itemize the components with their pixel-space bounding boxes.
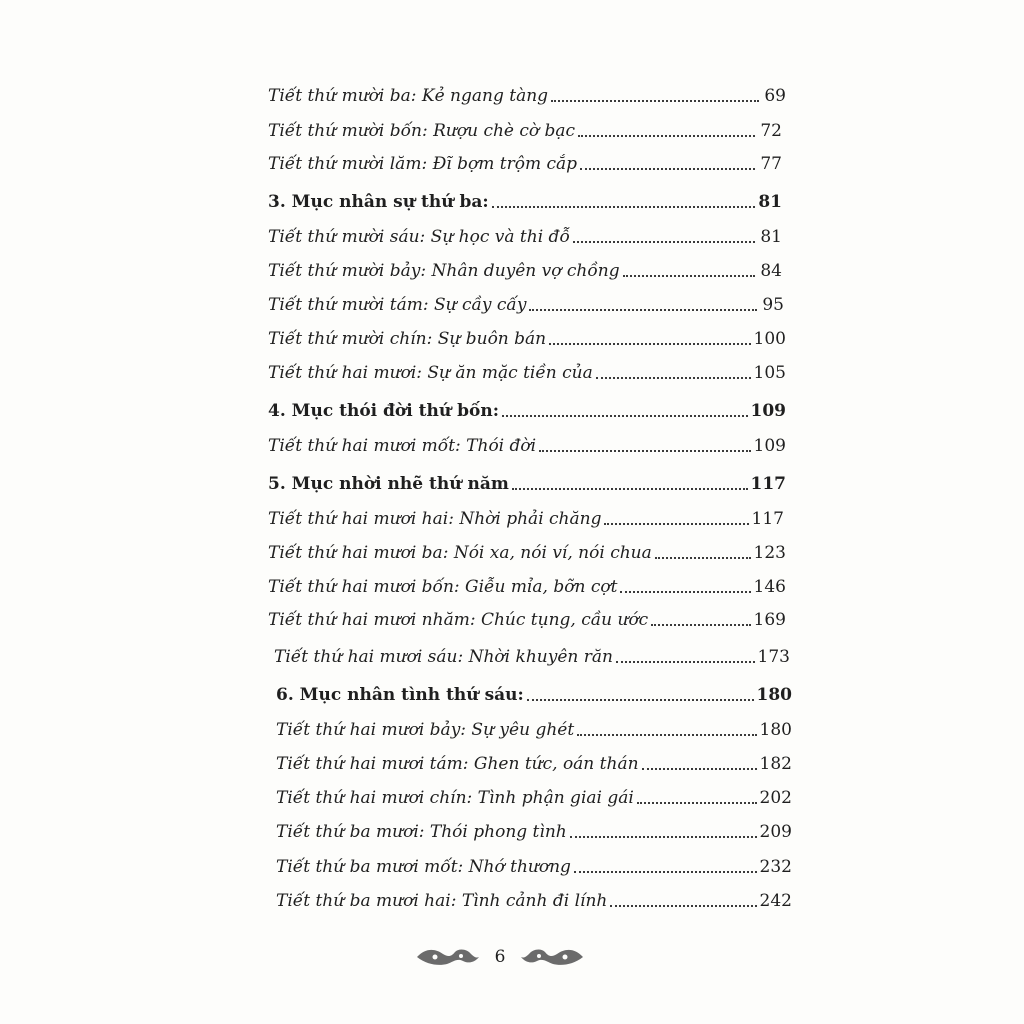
toc-entry-page: 180 [759,720,792,740]
dot-leader [623,275,755,277]
toc-entry-title: Tiết thứ hai mươi: Sự ăn mặc tiền của [268,363,593,383]
toc-entry-title: Tiết thứ hai mươi tám: Ghen tức, oán thán [276,754,639,774]
right-ornament-icon [519,946,585,968]
dot-leader [574,871,757,873]
dot-leader [637,802,757,804]
dot-leader [570,836,757,838]
dot-leader [573,241,755,243]
toc-entry [268,150,782,174]
toc-entry-title: Tiết thứ hai mươi sáu: Nhời khuyên răn [274,647,613,667]
toc-entry [268,505,784,529]
toc-entry-page: 72 [760,121,782,141]
toc-section [268,397,786,421]
dot-leader [642,768,757,770]
dot-leader [512,488,748,490]
toc-entry-title: Tiết thứ mười tám: Sự cầy cấy [268,295,527,315]
toc-section [268,470,786,494]
toc-entry [268,432,786,456]
toc-entry-title: Tiết thứ mười lăm: Đĩ bợm trộm cắp [268,154,578,174]
toc-entry-page: 105 [753,363,786,383]
toc-entry-title: Tiết thứ hai mươi mốt: Thói đời [268,436,537,456]
toc-entry-title: Tiết thứ mười bảy: Nhân duyên vợ chồng [268,261,620,281]
dot-leader [580,168,755,170]
toc-entry-title: Tiết thứ hai mươi chín: Tình phận giai gái [276,788,634,808]
toc-entry [268,325,786,349]
toc-entry-title: Tiết thứ hai mươi ba: Nói xa, nói ví, nói chua [268,543,652,563]
toc-entry [276,818,792,842]
toc-entry-title: 6. Mục nhân tình thứ sáu: [276,685,524,705]
toc-entry-page: 81 [760,227,782,247]
toc-entry-title: Tiết thứ hai mươi nhăm: Chúc tụng, cầu ước [268,610,649,630]
toc-entry [276,750,792,774]
toc-entry-title: Tiết thứ hai mươi bảy: Sự yêu ghét [276,720,575,740]
toc-entry-title: Tiết thứ mười chín: Sự buôn bán [268,329,547,349]
dot-leader [610,905,756,907]
dot-leader [620,591,750,593]
toc-entry-title: 4. Mục thói đời thứ bốn: [268,401,499,421]
toc-entry-page: 180 [756,685,792,705]
dot-leader [577,734,756,736]
dot-leader [578,135,755,137]
toc-entry-page: 109 [750,401,786,421]
toc-entry-page: 117 [750,474,786,494]
toc-entry-page: 123 [753,543,786,563]
toc-entry-page: 81 [758,192,782,212]
toc-entry-page: 169 [753,610,786,630]
dot-leader [655,557,751,559]
toc-entry [268,539,786,563]
toc-entry-page: 95 [762,295,784,315]
toc-entry-page: 202 [759,788,792,808]
toc-entry-title: 3. Mục nhân sự thứ ba: [268,192,489,212]
toc-entry-page: 182 [759,754,792,774]
dot-leader [551,100,759,102]
toc-section [268,188,782,212]
toc-entry-title: Tiết thứ ba mươi: Thói phong tình [276,822,567,842]
toc-entry [276,887,792,911]
toc-entry [268,223,782,247]
toc-entry-page: 117 [751,509,784,529]
toc-entry [268,117,782,141]
toc-entry-title: Tiết thứ hai mươi hai: Nhời phải chăng [268,509,602,529]
toc-entry-title: Tiết thứ ba mươi mốt: Nhớ thương [276,857,571,877]
toc-entry [276,784,792,808]
toc-entry [276,853,792,877]
toc-entry-title: Tiết thứ mười ba: Kẻ ngang tàng [268,86,549,106]
toc-entry-page: 242 [759,891,792,911]
dot-leader [527,699,754,701]
dot-leader [604,523,748,525]
toc-entry [268,359,786,383]
toc-entry-page: 146 [753,577,786,597]
toc-entry-page: 69 [764,86,786,106]
toc-entry-page: 84 [760,261,782,281]
dot-leader [596,377,751,379]
dot-leader [651,624,750,626]
toc-section [276,681,792,705]
toc-entry [268,257,782,281]
toc-entry-title: Tiết thứ ba mươi hai: Tình cảnh đi lính [276,891,608,911]
toc-entry [268,82,786,106]
page-footer [400,942,600,972]
dot-leader [616,661,755,663]
toc-entry-title: 5. Mục nhời nhẽ thứ năm [268,474,509,494]
dot-leader [539,450,750,452]
toc-entry-page: 100 [753,329,786,349]
dot-leader [549,343,750,345]
toc-entry [268,573,786,597]
dot-leader [492,206,755,208]
toc-entry [268,291,784,315]
dot-leader [502,415,748,417]
toc-entry-title: Tiết thứ hai mươi bốn: Giễu mỉa, bỡn cợt [268,577,618,597]
toc-entry-page: 77 [760,154,782,174]
page-number: 6 [494,947,506,967]
toc-entry-page: 173 [757,647,790,667]
toc-entry [268,606,786,630]
toc-entry-page: 232 [759,857,792,877]
left-ornament-icon [415,946,481,968]
toc-entry-title: Tiết thứ mười sáu: Sự học và thi đỗ [268,227,570,247]
toc-entry-page: 209 [759,822,792,842]
toc-entry [276,716,792,740]
toc-entry-page: 109 [753,436,786,456]
toc-entry-title: Tiết thứ mười bốn: Rượu chè cờ bạc [268,121,576,141]
dot-leader [529,309,757,311]
toc-entry [274,643,790,667]
